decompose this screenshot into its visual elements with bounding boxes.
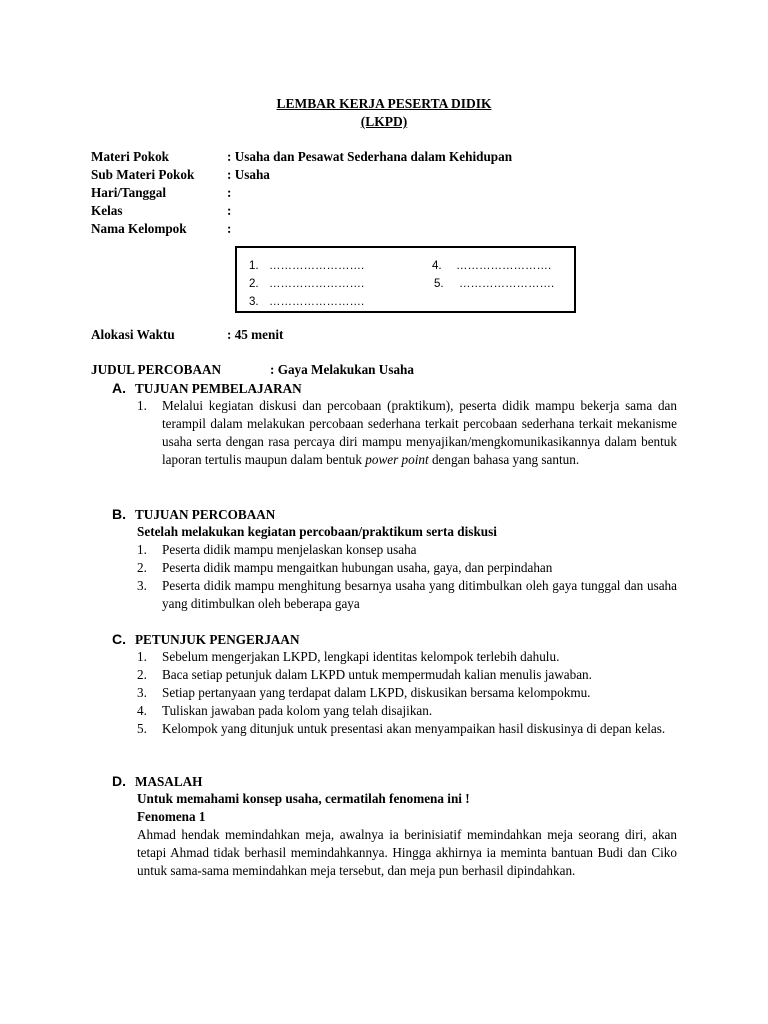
section-c-heading — [112, 630, 299, 649]
kelas-value: : — [227, 203, 232, 218]
list-item — [137, 666, 677, 684]
list-item — [137, 541, 677, 559]
section-b-title: TUJUAN PERCOBAAN — [135, 507, 276, 522]
list-item-number: 1. — [137, 542, 147, 557]
list-item-tail: dengan bahasa yang santun. — [428, 452, 580, 467]
member-entry-3 — [249, 293, 364, 311]
list-item — [137, 397, 677, 469]
member-number: 1. — [249, 260, 259, 272]
list-item-italic: power point — [365, 452, 429, 467]
section-c-list — [137, 648, 677, 738]
section-c-letter: C. — [112, 631, 126, 647]
member-blank: ……………………. — [269, 260, 365, 272]
member-number: 3. — [249, 296, 259, 308]
list-item-number: 1. — [137, 649, 147, 664]
worksheet-title: LEMBAR KERJA PESERTA DIDIK — [276, 96, 492, 111]
list-item-text: Peserta didik mampu menghitung besarnya usaha yang ditimbulkan oleh gaya tunggal dan usaha yang ditimbulkan oleh beberapa gaya — [162, 578, 677, 611]
section-c-title: PETUNJUK PENGERJAAN — [135, 632, 300, 647]
materi-value: : Usaha dan Pesawat Sederhana dalam Kehidupan — [227, 149, 513, 164]
list-item-number: 2. — [137, 667, 147, 682]
list-item-number: 2. — [137, 560, 147, 575]
list-item-text: Peserta didik mampu menjelaskan konsep usaha — [162, 542, 417, 557]
sub-materi-value: : Usaha — [227, 167, 270, 182]
section-a-title: TUJUAN PEMBELAJARAN — [135, 381, 302, 396]
member-list-box — [235, 246, 576, 313]
list-item-text: Kelompok yang ditunjuk untuk presentasi akan menyampaikan hasil diskusinya di depan kelas. — [162, 721, 666, 736]
judul-label: JUDUL PERCOBAAN — [91, 362, 222, 377]
list-item-text: Tuliskan jawaban pada kolom yang telah disajikan. — [162, 703, 433, 718]
section-d-subtitle: Untuk memahami konsep usaha, cermatilah fenomena ini ! — [137, 791, 470, 806]
list-item — [137, 684, 677, 702]
kelompok-label: Nama Kelompok — [91, 221, 187, 236]
section-d-heading — [112, 772, 202, 791]
section-b-subtitle: Setelah melakukan kegiatan percobaan/praktikum serta diskusi — [137, 524, 497, 539]
section-b-list — [137, 541, 677, 613]
list-item — [137, 648, 677, 666]
hari-label: Hari/Tanggal — [91, 185, 166, 200]
list-item-text: Peserta didik mampu mengaitkan hubungan usaha, gaya, dan perpindahan — [162, 560, 553, 575]
list-item-text: Baca setiap petunjuk dalam LKPD untuk mempermudah kalian menulis jawaban. — [162, 667, 592, 682]
list-item-text: Setiap pertanyaan yang terdapat dalam LKPD, diskusikan bersama kelompokmu. — [162, 685, 591, 700]
section-a-heading — [112, 379, 302, 398]
judul-value: : Gaya Melakukan Usaha — [270, 362, 414, 377]
member-entry-5 — [434, 275, 554, 293]
alokasi-value: : 45 menit — [227, 327, 284, 342]
member-number: 4. — [432, 260, 442, 272]
member-entry-2 — [249, 275, 364, 293]
kelompok-value: : — [227, 221, 232, 236]
list-item-number: 3. — [137, 685, 147, 700]
sub-materi-label: Sub Materi Pokok — [91, 167, 195, 182]
kelas-label: Kelas — [91, 203, 123, 218]
section-a-list — [137, 397, 677, 469]
list-item-number: 5. — [137, 721, 147, 736]
member-number: 5. — [434, 278, 444, 290]
list-item — [137, 720, 677, 738]
section-b-letter: B. — [112, 506, 126, 522]
list-item-text: Sebelum mengerjakan LKPD, lengkapi identitas kelompok terlebih dahulu. — [162, 649, 560, 664]
list-item — [137, 559, 677, 577]
section-a-letter: A. — [112, 380, 126, 396]
list-item — [137, 577, 677, 613]
list-item-number: 4. — [137, 703, 147, 718]
member-blank: ……………………. — [269, 296, 365, 308]
section-b-heading — [112, 505, 275, 524]
member-entry-1 — [249, 257, 364, 275]
member-blank: ……………………. — [456, 260, 552, 272]
hari-value: : — [227, 185, 232, 200]
worksheet-subtitle: (LKPD) — [360, 114, 408, 129]
member-blank: ……………………. — [459, 278, 555, 290]
fenomena-title: Fenomena 1 — [137, 809, 206, 824]
list-item-number: 1. — [137, 398, 147, 413]
list-item-number: 3. — [137, 578, 147, 593]
fenomena-text: Ahmad hendak memindahkan meja, awalnya ia berinisiatif memindahkan meja seorang diri, akan tetapi Ahmad tidak berhasil memindahkannya. Hingga akhirnya ia meminta bantuan Budi dan Ciko untuk sama-sama memindahkan meja tersebut, dan meja pun berhasil dipindahkan. — [137, 827, 677, 878]
section-d-letter: D. — [112, 773, 126, 789]
alokasi-label: Alokasi Waktu — [91, 327, 175, 342]
materi-label: Materi Pokok — [91, 149, 170, 164]
member-blank: ……………………. — [269, 278, 365, 290]
section-d-title: MASALAH — [135, 774, 203, 789]
list-item — [137, 702, 677, 720]
member-number: 2. — [249, 278, 259, 290]
judul-row — [91, 361, 414, 379]
member-entry-4 — [432, 257, 551, 275]
list-item-text: Melalui kegiatan diskusi dan percobaan (praktikum), peserta didik mampu bekerja sama dan terampil dalam melakukan percobaan sederhana terkait percobaan sederhana terkait mekanisme usaha serta dengan rasa percaya diri mampu menyajikan/mengkomunikasikannya dalam bentuk laporan tertulis maupun dalam bentuk — [162, 398, 677, 467]
